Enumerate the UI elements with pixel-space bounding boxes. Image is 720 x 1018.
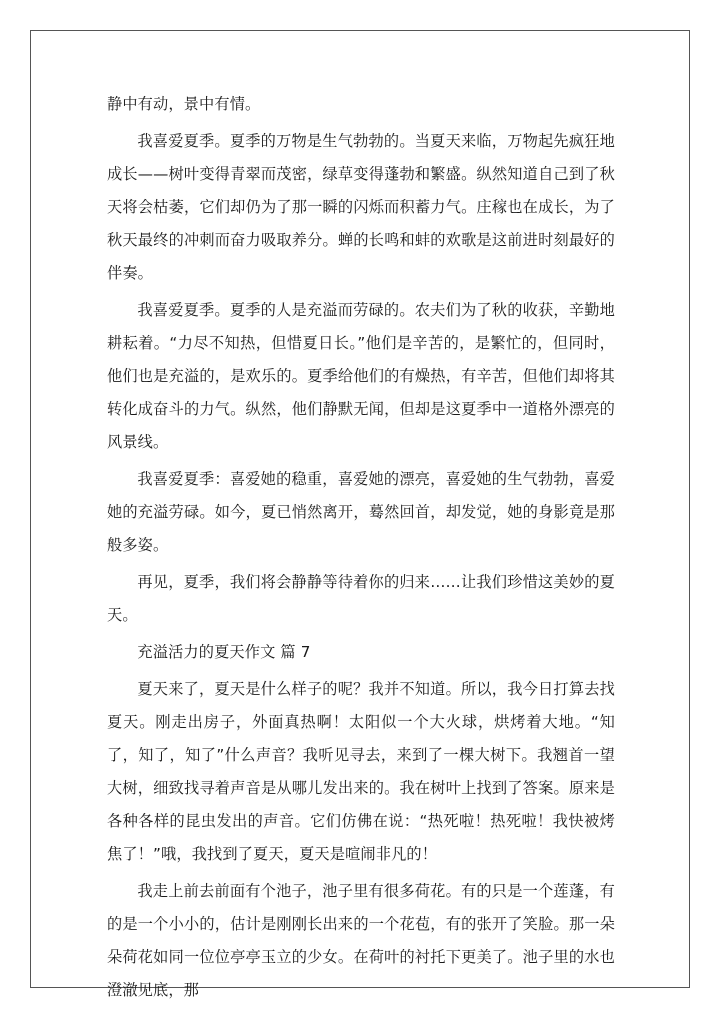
- paragraph: 我走上前去前面有个池子，池子里有很多荷花。有的只是一个莲蓬，有的是一个小小的，估计是刚刚长出来的一个花苞，有的张开了笑脸。那一朵朵荷花如同一位位亭亭玉立的少女。在荷叶的衬托下更美了。池子里的水也澄澈见底，那: [107, 882, 615, 999]
- section-heading: 充溢活力的夏天作文 篇 7: [137, 643, 311, 661]
- paragraph: 我喜爱夏季。夏季的万物是生气勃勃的。当夏天来临，万物起先疯狂地成长——树叶变得青翠而茂密，绿草变得蓬勃和繁盛。纵然知道自己到了秋天将会枯萎，它们却仍为了那一瞬的闪烁而积蓄力气。庄稼也在成长，为了秋天最终的冲刺而奋力吸取养分。蝉的长鸣和蚌的欢歌是这前进时刻最好的伴奏。: [107, 132, 615, 282]
- paragraph: 我喜爱夏季：喜爱她的稳重，喜爱她的漂亮，喜爱她的生气勃勃，喜爱她的充溢劳碌。如今，夏已悄然离开，蓦然回首，却发觉，她的身影竟是那般多姿。: [107, 470, 615, 554]
- paragraph-continuation: 静中有动，景中有情。: [107, 95, 261, 113]
- paragraph: 再见，夏季，我们将会静静等待着你的归来……让我们珍惜这美妙的夏天。: [107, 573, 615, 624]
- paragraph: 我喜爱夏季。夏季的人是充溢而劳碌的。农夫们为了秋的收获，辛勤地耕耘着。“力尽不知热，但惜夏日长。”他们是辛苦的，是繁忙的，但同时，他们也是充溢的，是欢乐的。夏季给他们的有燥热，有辛苦，但他们却将其转化成奋斗的力气。纵然，他们静默无闻，但却是这夏季中一道格外漂亮的风景线。: [107, 301, 615, 451]
- paragraph: 夏天来了，夏天是什么样子的呢？我并不知道。所以，我今日打算去找夏天。刚走出房子，外面真热啊！太阳似一个大火球，烘烤着大地。“知了，知了，知了”什么声音？我听见寻去，来到了一棵大树下。我翘首一望大树，细致找寻着声音是从哪儿发出来的。我在树叶上找到了答案。原来是各种各样的昆虫发出的声音。它们仿佛在说：“热死啦！热死啦！我快被烤焦了！”哦，我找到了夏天，夏天是喧闹非凡的！: [107, 680, 615, 863]
- document-body: [107, 88, 615, 1011]
